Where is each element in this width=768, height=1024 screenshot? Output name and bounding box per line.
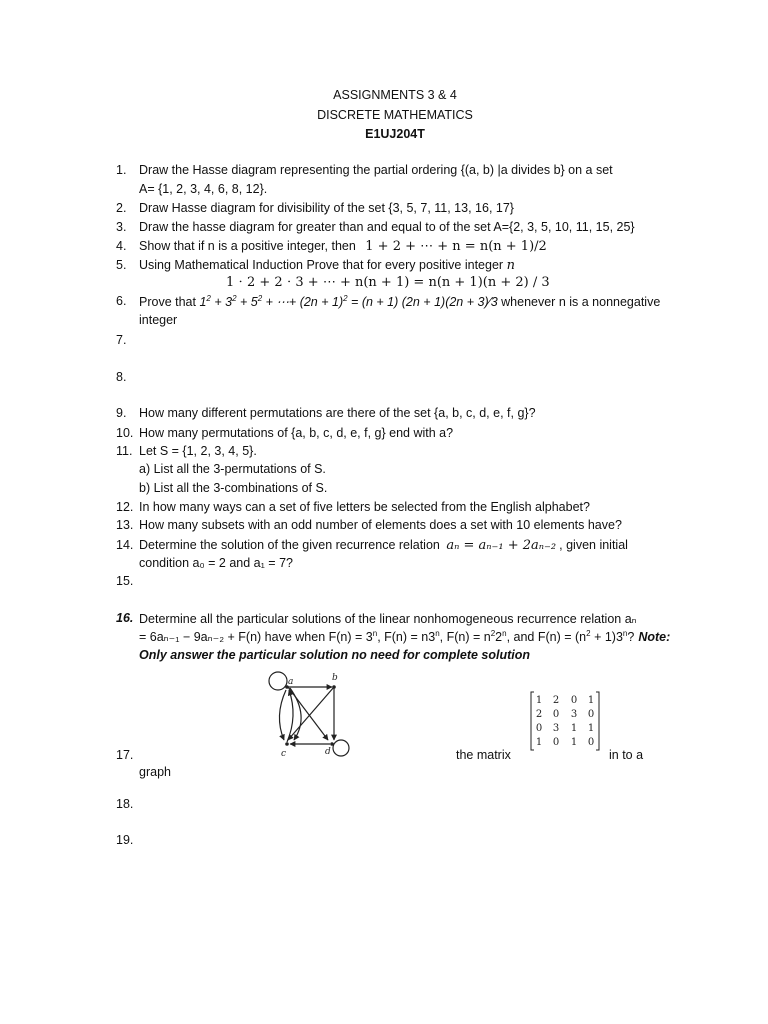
question-number: 18. <box>116 797 134 811</box>
question-1-text-cont: A= {1, 2, 3, 4, 6, 8, 12}. <box>139 182 268 196</box>
text-run: = 6aₙ₋₁ − 9aₙ₋₂ + F(n) have when F(n) = 3 <box>139 630 373 644</box>
question-4-text <box>139 239 547 254</box>
matrix-cell: 0 <box>587 737 595 748</box>
question-17-text-cont: graph <box>139 765 171 779</box>
question-2-text: Draw Hasse diagram for divisibility of the set {3, 5, 7, 11, 13, 16, 17} <box>139 201 514 215</box>
question-6-formula <box>199 295 497 309</box>
matrix-cell: 1 <box>535 737 543 748</box>
question-14-statement: Determine the solution of the given recurrence relation <box>139 538 444 552</box>
question-4-formula: 1 + 2 + ⋯ + n = n(n + 1)/2 <box>365 239 547 254</box>
question-number: 4. <box>116 239 127 253</box>
question-14-formula: aₙ = aₙ₋₁ + 2aₙ₋₂ <box>446 538 557 553</box>
text-run: ? <box>627 630 635 644</box>
question-number: 6. <box>116 294 127 308</box>
doc-title: ASSIGNMENTS 3 & 4 <box>333 88 457 102</box>
question-number: 13. <box>116 518 134 532</box>
question-11-text: Let S = {1, 2, 3, 4, 5}. <box>139 444 257 458</box>
formula-exponent: 2 <box>257 294 263 303</box>
question-6-text-cont: integer <box>139 313 178 327</box>
graph-label: a <box>288 677 294 687</box>
formula-term: = (n + 1) (2n + 1)(2n + 3)⁄3 <box>347 295 498 309</box>
question-11-part-b: b) List all the 3-combinations of S. <box>139 481 328 495</box>
question-number: 8. <box>116 370 127 384</box>
question-number: 10. <box>116 426 134 440</box>
formula-term: + ⋯+ (2n + 1) <box>262 295 344 309</box>
graph-vertex <box>332 685 336 689</box>
graph-vertex <box>285 742 289 746</box>
directed-graph <box>262 668 358 762</box>
graph-loop-a <box>269 672 287 690</box>
text-run: , F(n) = n3 <box>377 630 436 644</box>
formula-exponent: 2 <box>232 294 237 303</box>
question-number: 11. <box>116 444 133 458</box>
superscript: n <box>435 629 440 638</box>
question-6-tail: whenever n is a nonnegative <box>497 295 661 309</box>
graph-label: b <box>332 673 338 683</box>
question-number: 14. <box>116 538 134 552</box>
course-name: DISCRETE MATHEMATICS <box>317 108 473 122</box>
course-code: E1UJ204T <box>365 127 425 141</box>
question-16-text-cont <box>139 629 670 644</box>
question-number: 19. <box>116 833 134 847</box>
graph-loop-d <box>333 740 349 756</box>
superscript: 2 <box>490 629 496 638</box>
question-14-post: , given initial <box>559 538 628 552</box>
question-17-matrix-label: the matrix <box>456 748 511 762</box>
question-5-text <box>139 258 515 273</box>
question-number: 7. <box>116 333 127 347</box>
matrix-right-bracket <box>596 692 599 750</box>
formula-term: + 3 <box>210 295 233 309</box>
question-10-text: How many permutations of {a, b, c, d, e, f, g} end with a? <box>139 426 454 440</box>
superscript: 2 <box>586 629 591 638</box>
question-9-text: How many different permutations are there of the set {a, b, c, d, e, f, g}? <box>139 406 536 420</box>
graph-label: c <box>281 749 287 759</box>
formula-exponent: 2 <box>343 294 348 303</box>
note-label: Note: <box>638 630 671 644</box>
question-number: 2. <box>116 201 127 215</box>
question-16-text: Determine all the particular solutions of the linear nonhomogeneous recurrence relation aₙ <box>139 612 637 626</box>
matrix-left-bracket <box>531 692 534 750</box>
question-number: 5. <box>116 258 127 272</box>
question-3-text: Draw the hasse diagram for greater than and equal to of the set A={2, 3, 5, 10, 11, 15, 25} <box>139 220 635 234</box>
question-number: 3. <box>116 220 127 234</box>
superscript: n <box>372 629 378 638</box>
question-12-text: In how many ways can a set of five letters be selected from the English alphabet? <box>139 500 590 514</box>
question-6-text <box>139 294 660 309</box>
matrix-cell: 0 <box>587 709 595 720</box>
matrix-cell: 0 <box>552 737 560 748</box>
question-number: 9. <box>116 406 127 420</box>
question-17-into-label: in to a <box>609 748 644 762</box>
matrix-cell: 0 <box>570 695 578 706</box>
matrix-cell: 1 <box>570 723 578 734</box>
matrix-cell: 3 <box>552 723 560 734</box>
matrix-cell: 3 <box>570 709 578 720</box>
formula-term: 1 <box>199 295 207 309</box>
question-1-text: Draw the Hasse diagram representing the partial ordering {(a, b) |a divides b} on a set <box>139 163 613 177</box>
matrix-cell: 0 <box>552 709 560 720</box>
graph-vertex <box>330 742 334 746</box>
question-4-statement: Show that if n is a positive integer, then <box>139 239 356 253</box>
adjacency-matrix <box>528 690 602 752</box>
question-number: 17. <box>116 748 134 762</box>
text-run: , F(n) = n <box>439 630 491 644</box>
matrix-cell: 1 <box>587 695 595 706</box>
superscript: n <box>502 629 507 638</box>
matrix-cell: 2 <box>552 695 560 706</box>
matrix-cell: 1 <box>535 695 543 706</box>
graph-edge <box>287 690 293 742</box>
graph-label: d <box>325 747 331 757</box>
question-number: 15. <box>116 574 134 588</box>
formula-exponent: 2 <box>206 294 211 303</box>
question-number: 12. <box>116 500 134 514</box>
graph-edge <box>279 690 286 740</box>
question-5-variable: n <box>506 258 515 273</box>
matrix-cell: 0 <box>535 723 543 734</box>
text-run: , and F(n) = (n <box>506 630 587 644</box>
question-6-prove: Prove that <box>139 295 200 309</box>
question-14-text-cont: condition a₀ = 2 and a₁ = 7? <box>139 556 293 570</box>
superscript: n <box>622 629 628 638</box>
matrix-cell: 1 <box>587 723 595 734</box>
question-13-text: How many subsets with an odd number of elements does a set with 10 elements have? <box>139 518 622 532</box>
text-run: 2 <box>495 630 503 644</box>
question-number: 1. <box>116 163 127 177</box>
formula-term: + 5 <box>236 295 258 309</box>
question-number: 16. <box>116 611 134 625</box>
question-16-note: Only answer the particular solution no need for complete solution <box>139 648 531 662</box>
matrix-cell: 2 <box>535 709 543 720</box>
text-run: + 1)3 <box>590 630 623 644</box>
matrix-cell: 1 <box>570 737 578 748</box>
question-5-statement: Using Mathematical Induction Prove that for every positive integer <box>139 258 504 272</box>
question-11-part-a: a) List all the 3-permutations of S. <box>139 462 326 476</box>
question-14-text <box>139 538 628 553</box>
question-5-formula: 1 ⋅ 2 + 2 ⋅ 3 + ⋯ + n(n + 1) = n(n + 1)(n + 2) / 3 <box>226 275 550 290</box>
